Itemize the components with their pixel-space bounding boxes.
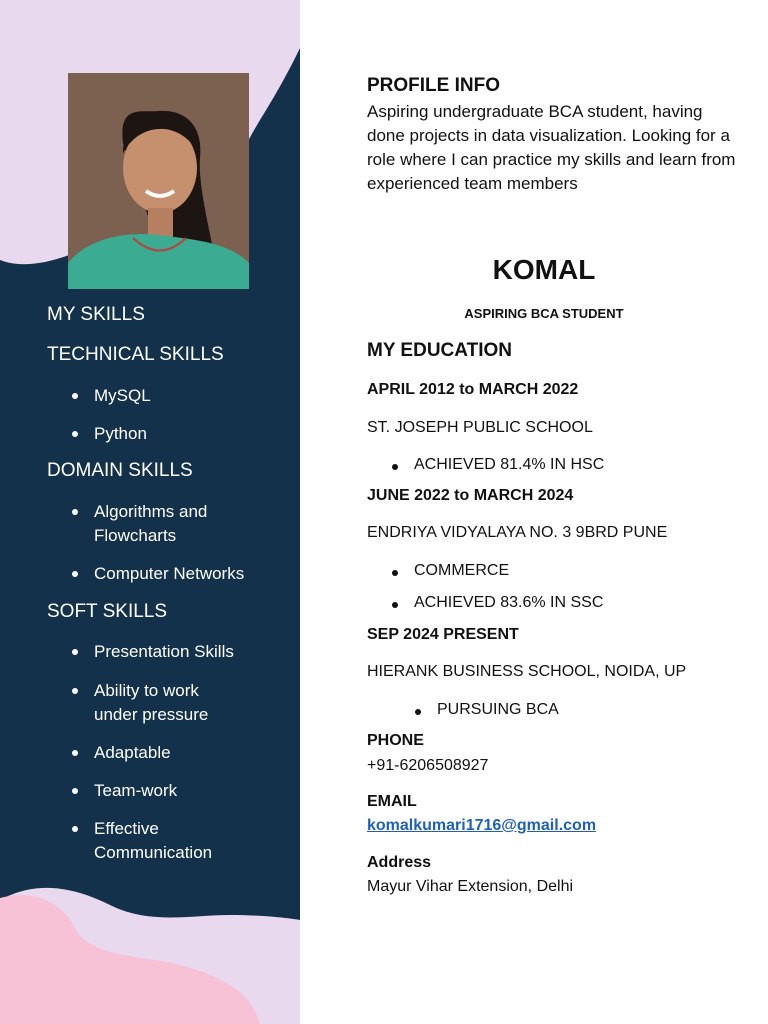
education-school: HIERANK BUSINESS SCHOOL, NOIDA, UP [367, 663, 687, 680]
list-item: Team-work [72, 779, 272, 803]
profile-photo [68, 73, 249, 289]
education-period: JUNE 2022 to MARCH 2024 [367, 487, 574, 504]
list-item: Computer Networks [72, 562, 272, 586]
education-period: SEP 2024 PRESENT [367, 626, 519, 643]
education-point: ACHIEVED 83.6% IN SSC [367, 594, 744, 612]
list-item: Ability to work under pressure [72, 679, 234, 727]
candidate-title: ASPIRING BCA STUDENT [464, 306, 624, 321]
email-label: EMAIL [367, 793, 417, 810]
education-school: ST. JOSEPH PUBLIC SCHOOL [367, 419, 593, 436]
domain-skills-list [72, 500, 272, 586]
skills-heading: MY SKILLS [47, 304, 145, 325]
address-value: Mayur Vihar Extension, Delhi [367, 878, 574, 895]
list-item: Python [72, 422, 151, 446]
domain-skills-heading: DOMAIN SKILLS [47, 460, 193, 481]
education-school: ENDRIYA VIDYALAYA NO. 3 9BRD PUNE [367, 524, 668, 541]
technical-skills-list [72, 384, 151, 446]
phone-value: +91-6206508927 [367, 757, 489, 774]
education-heading: MY EDUCATION [367, 340, 512, 361]
sidebar [0, 0, 300, 1024]
education-point: ACHIEVED 81.4% IN HSC [367, 456, 744, 474]
list-item: Presentation Skills [72, 640, 272, 664]
address-label: Address [367, 854, 432, 871]
technical-skills-heading: TECHNICAL SKILLS [47, 344, 224, 365]
email-link[interactable]: komalkumari1716@gmail.com [367, 817, 597, 834]
list-item: Adaptable [72, 741, 272, 765]
list-item: MySQL [72, 384, 151, 408]
profile-heading: PROFILE INFO [367, 75, 500, 96]
candidate-name: KOMAL [492, 254, 596, 285]
education-period: APRIL 2012 to MARCH 2022 [367, 381, 579, 398]
list-item: Algorithms and Flowcharts [72, 500, 234, 548]
soft-skills-list [72, 640, 272, 865]
profile-text: Aspiring undergraduate BCA student, having done projects in data visualization. Looking for a role where I can practice my skills and learn from experienced team members [367, 102, 736, 193]
education-point: PURSUING BCA [367, 701, 767, 719]
education-point: COMMERCE [367, 562, 744, 580]
soft-skills-heading: SOFT SKILLS [47, 601, 168, 622]
list-item: Effective Communication [72, 817, 234, 865]
phone-label: PHONE [367, 732, 424, 749]
